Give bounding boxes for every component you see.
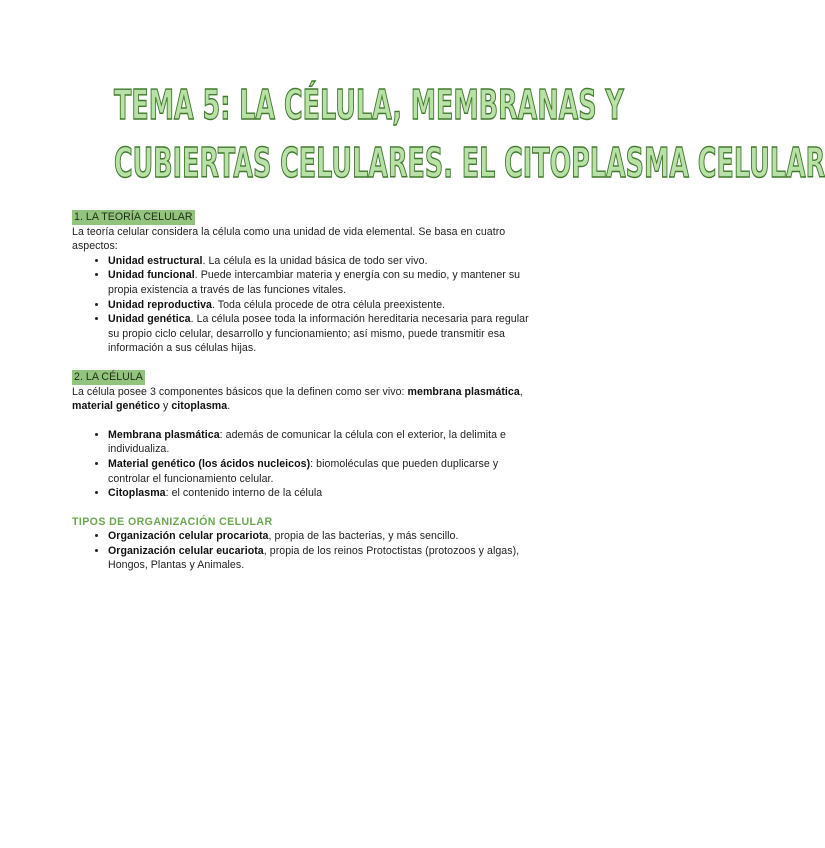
title-line-2: CUBIERTAS CELULARES. EL CITOPLASMA CELULAR — [114, 139, 825, 187]
title-line-1: TEMA 5: LA CÉLULA, MEMBRANAS Y — [114, 81, 624, 129]
list-item-text: . Puede intercambiar materia y energía con su medio, y mantener su propia existencia a través de las funciones vitales. — [108, 269, 521, 296]
list-item-text: : además de comunicar la célula con el exterior, la delimita e individualiza. — [108, 428, 506, 456]
section-2-list — [72, 428, 532, 501]
list-item-term: Unidad funcional — [108, 269, 195, 282]
section-2 — [72, 370, 532, 385]
document-body — [72, 210, 532, 573]
list-item-term: Unidad reproductiva — [108, 298, 212, 311]
list-item-text: , propia de las bacterias, y más sencillo. — [268, 530, 459, 543]
list-item-term: Organización celular procariota — [108, 530, 269, 543]
list-item — [108, 529, 532, 544]
list-item — [108, 254, 532, 269]
list-item — [108, 268, 532, 297]
section-1-list — [72, 254, 532, 356]
list-item-text: : el contenido interno de la célula — [165, 487, 323, 500]
list-item-term: Material genético (los ácidos nucleicos) — [108, 457, 311, 470]
list-item — [108, 428, 532, 457]
list-item — [108, 312, 532, 356]
section-heading-la-celula: 2. LA CÉLULA — [74, 370, 143, 383]
section-2-intro: La célula posee 3 componentes básicos que la definen como ser vivo: membrana plasmática, material genético y citoplasma. — [72, 385, 523, 413]
list-item-text: . La célula es la unidad básica de todo ser vivo. — [202, 254, 428, 267]
list-item — [108, 298, 532, 313]
list-item-term: Organización celular eucariota — [108, 544, 264, 557]
list-item-text: . La célula posee toda la información hereditaria necesaria para regular su propio ciclo celular, desarrollo y funcionamiento; así mismo, puede transmitir esa información a sus células hijas. — [108, 313, 529, 355]
list-item-text: , propia de los reinos Protoctistas (protozoos y algas), Hongos, Plantas y Animales. — [108, 544, 520, 572]
list-item — [108, 486, 532, 501]
section-1 — [72, 210, 532, 225]
list-item-term: Citoplasma — [108, 487, 166, 500]
section-heading-teoria-celular: 1. LA TEORÍA CELULAR — [74, 211, 193, 223]
list-item — [108, 457, 532, 486]
section-3-list — [72, 529, 532, 573]
list-item-term: Unidad genética — [108, 313, 191, 326]
section-heading-tipos-organizacion: TIPOS DE ORGANIZACIÓN CELULAR — [72, 515, 273, 528]
list-item-text: . Toda célula procede de otra célula preexistente. — [211, 298, 446, 311]
list-item-term: Unidad estructural — [108, 254, 203, 267]
list-item — [108, 544, 532, 573]
document-title — [0, 81, 825, 188]
list-item-term: Membrana plasmática — [108, 428, 220, 441]
section-1-intro: La teoría celular considera la célula como una unidad de vida elemental. Se basa en cuatro aspectos: — [72, 225, 506, 253]
list-item-text: : biomoléculas que pueden duplicarse y controlar el funcionamiento celular. — [108, 457, 499, 485]
